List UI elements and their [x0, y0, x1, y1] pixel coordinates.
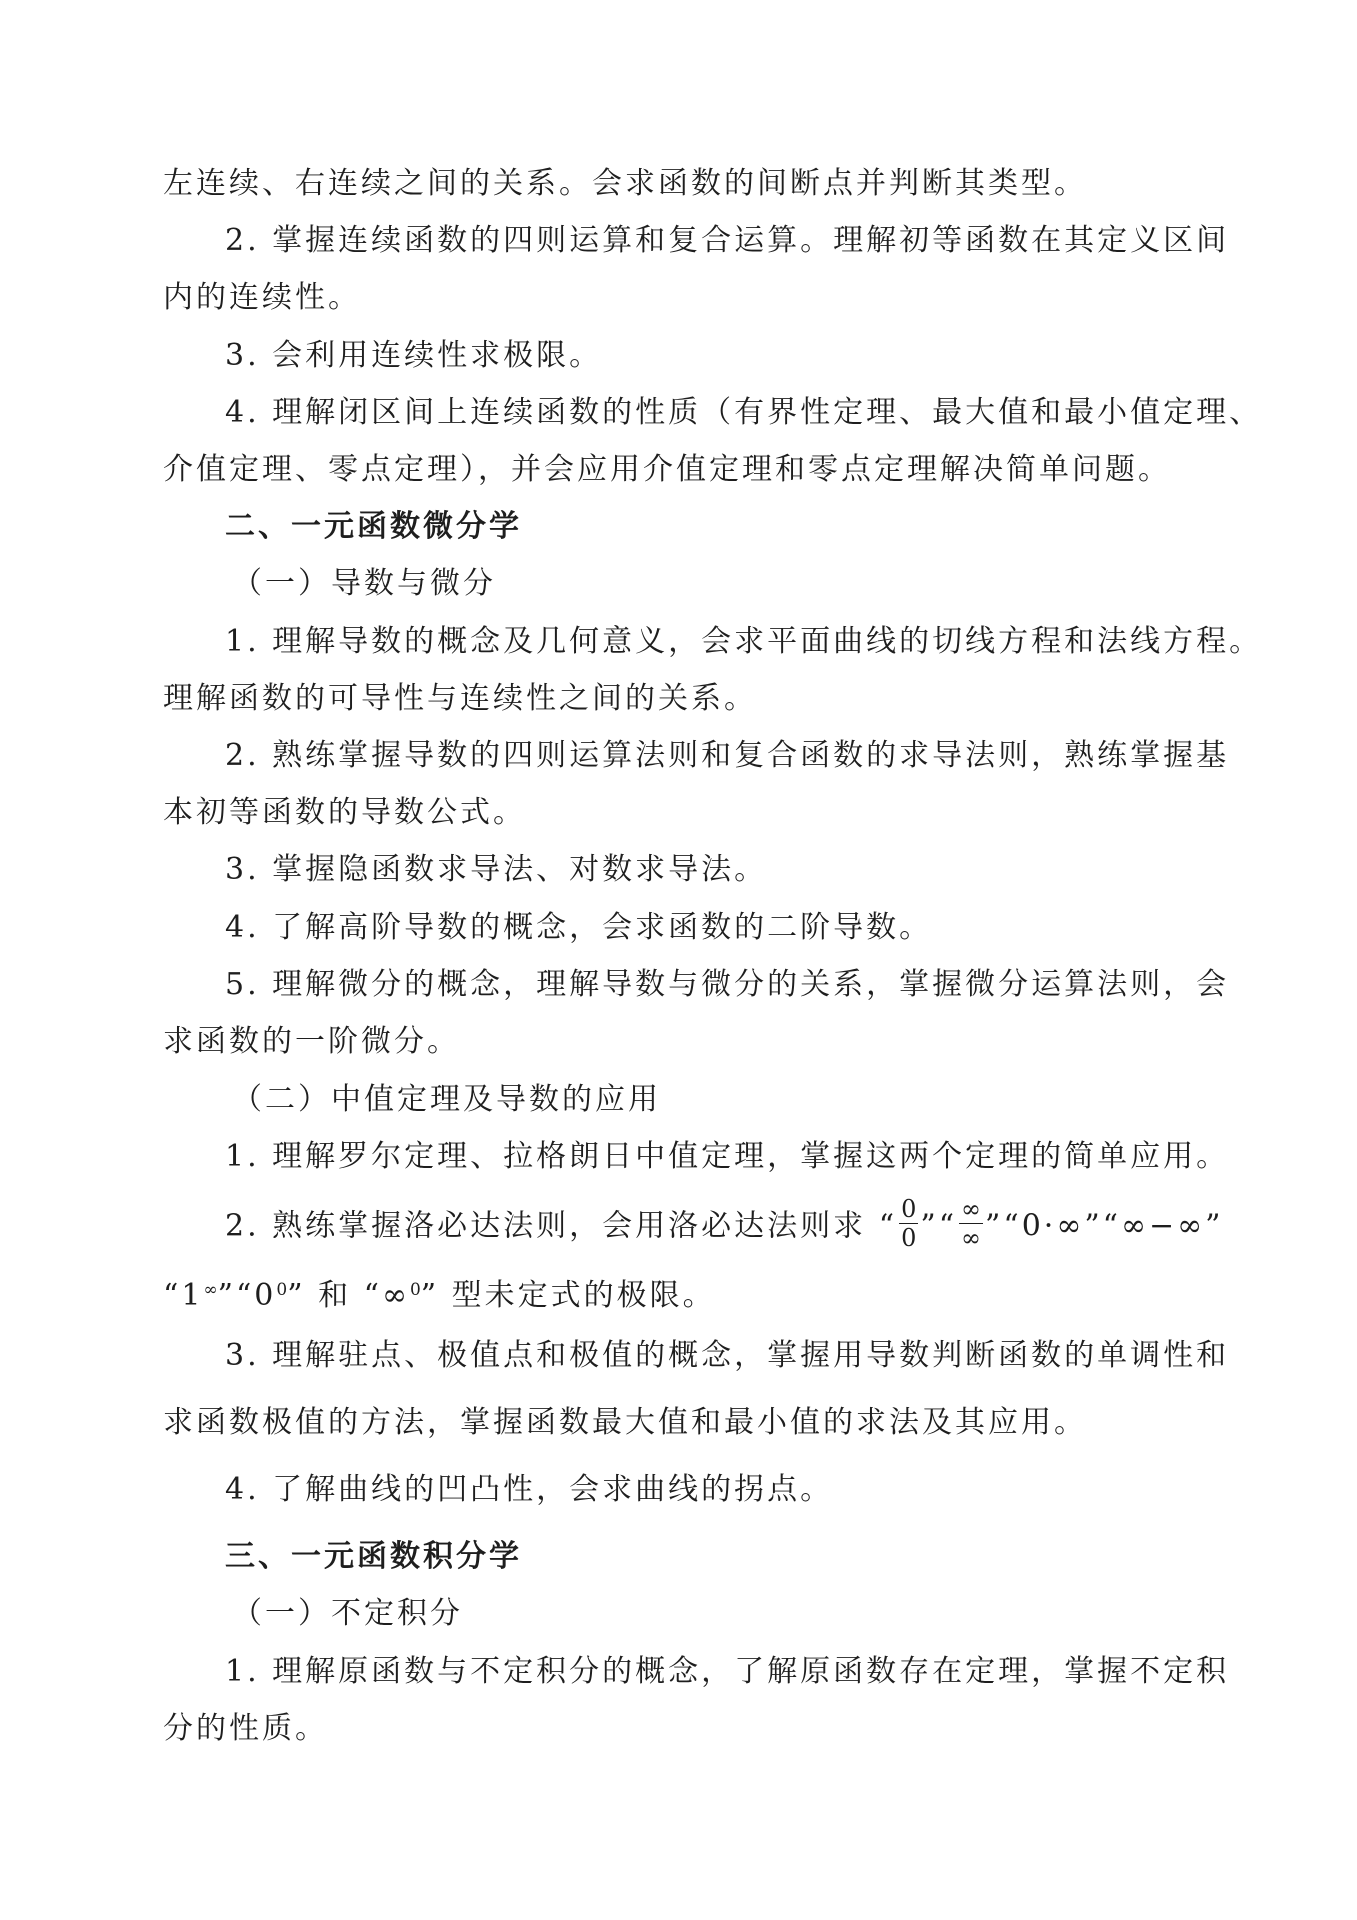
text-line: 左连续、右连续之间的关系。会求函数的间断点并判断其类型。 — [163, 166, 1087, 201]
zero-times-inf-form: “0·∞” — [1003, 1208, 1103, 1244]
fraction-numerator: ∞ — [961, 1195, 982, 1223]
text-line: 2. 熟练掌握导数的四则运算法则和复合函数的求导法则，熟练掌握基 — [225, 738, 1230, 773]
quote-open: “ — [878, 1208, 898, 1244]
subsection-heading: （一）导数与微分 — [232, 566, 496, 601]
text-line: 1. 理解原函数与不定积分的概念，了解原函数存在定理，掌握不定积 — [225, 1654, 1230, 1689]
fraction-numerator: 0 — [901, 1195, 917, 1223]
text-line: 3. 会利用连续性求极限。 — [225, 338, 603, 373]
text-line: 1. 理解罗尔定理、拉格朗日中值定理，掌握这两个定理的简单应用。 — [225, 1139, 1230, 1174]
formula-prefix: 2. 熟练掌握洛必达法则，会用洛必达法则求 — [225, 1208, 867, 1244]
text-line: 理解函数的可导性与连续性之间的关系。 — [163, 681, 757, 716]
quote-close: ” — [420, 1278, 440, 1313]
text-line: 求函数的一阶微分。 — [163, 1024, 460, 1059]
fraction-denominator: 0 — [901, 1224, 917, 1252]
quote-open: “ — [938, 1208, 958, 1244]
conjunction: 和 — [305, 1278, 364, 1313]
one-pow-inf-form: “1 — [163, 1278, 204, 1313]
zero-pow-zero-form: “0 — [235, 1278, 277, 1313]
fraction-zero-over-zero — [899, 1195, 918, 1252]
text-line: 2. 掌握连续函数的四则运算和复合运算。理解初等函数在其定义区间 — [225, 223, 1230, 258]
text-line: 5. 理解微分的概念，理解导数与微分的关系，掌握微分运算法则，会 — [225, 967, 1230, 1002]
formula-suffix: 型未定式的极限。 — [439, 1278, 716, 1313]
exponent: ∞ — [203, 1280, 218, 1300]
text-line: 求函数极值的方法，掌握函数最大值和最小值的求法及其应用。 — [163, 1405, 1087, 1440]
text-line: 分的性质。 — [163, 1711, 328, 1746]
fraction-denominator: ∞ — [961, 1224, 982, 1252]
inf-minus-inf-form: “∞−∞” — [1102, 1208, 1224, 1244]
formula-line — [163, 1270, 716, 1316]
text-line: 介值定理、零点定理），并会应用介值定理和零点定理解决简单问题。 — [163, 452, 1171, 487]
text-line: 3. 理解驻点、极值点和极值的概念，掌握用导数判断函数的单调性和 — [225, 1338, 1230, 1373]
text-line: 本初等函数的导数公式。 — [163, 795, 526, 830]
fraction-inf-over-inf — [959, 1195, 983, 1252]
section-heading: 二、一元函数微分学 — [225, 509, 522, 544]
text-line: 4. 理解闭区间上连续函数的性质（有界性定理、最大值和最小值定理、 — [225, 395, 1263, 430]
exponent: 0 — [276, 1280, 288, 1300]
quote-close: ” — [920, 1208, 939, 1244]
text-line: 4. 了解曲线的凹凸性，会求曲线的拐点。 — [225, 1472, 834, 1507]
subsection-heading: （一）不定积分 — [232, 1596, 463, 1631]
exponent: 0 — [409, 1280, 421, 1300]
inf-pow-zero-form: “∞ — [363, 1278, 410, 1313]
text-line: 内的连续性。 — [163, 280, 361, 315]
text-line: 3. 掌握隐函数求导法、对数求导法。 — [225, 852, 768, 887]
formula-line — [225, 1195, 1224, 1256]
section-heading: 三、一元函数积分学 — [225, 1539, 522, 1574]
text-line: 4. 了解高阶导数的概念，会求函数的二阶导数。 — [225, 910, 933, 945]
subsection-heading: （二）中值定理及导数的应用 — [232, 1082, 661, 1117]
quote-close: ” — [217, 1278, 236, 1313]
quote-close: ” — [287, 1278, 306, 1313]
quote-close: ” — [985, 1208, 1004, 1244]
text-line: 1. 理解导数的概念及几何意义，会求平面曲线的切线方程和法线方程。 — [225, 624, 1263, 659]
